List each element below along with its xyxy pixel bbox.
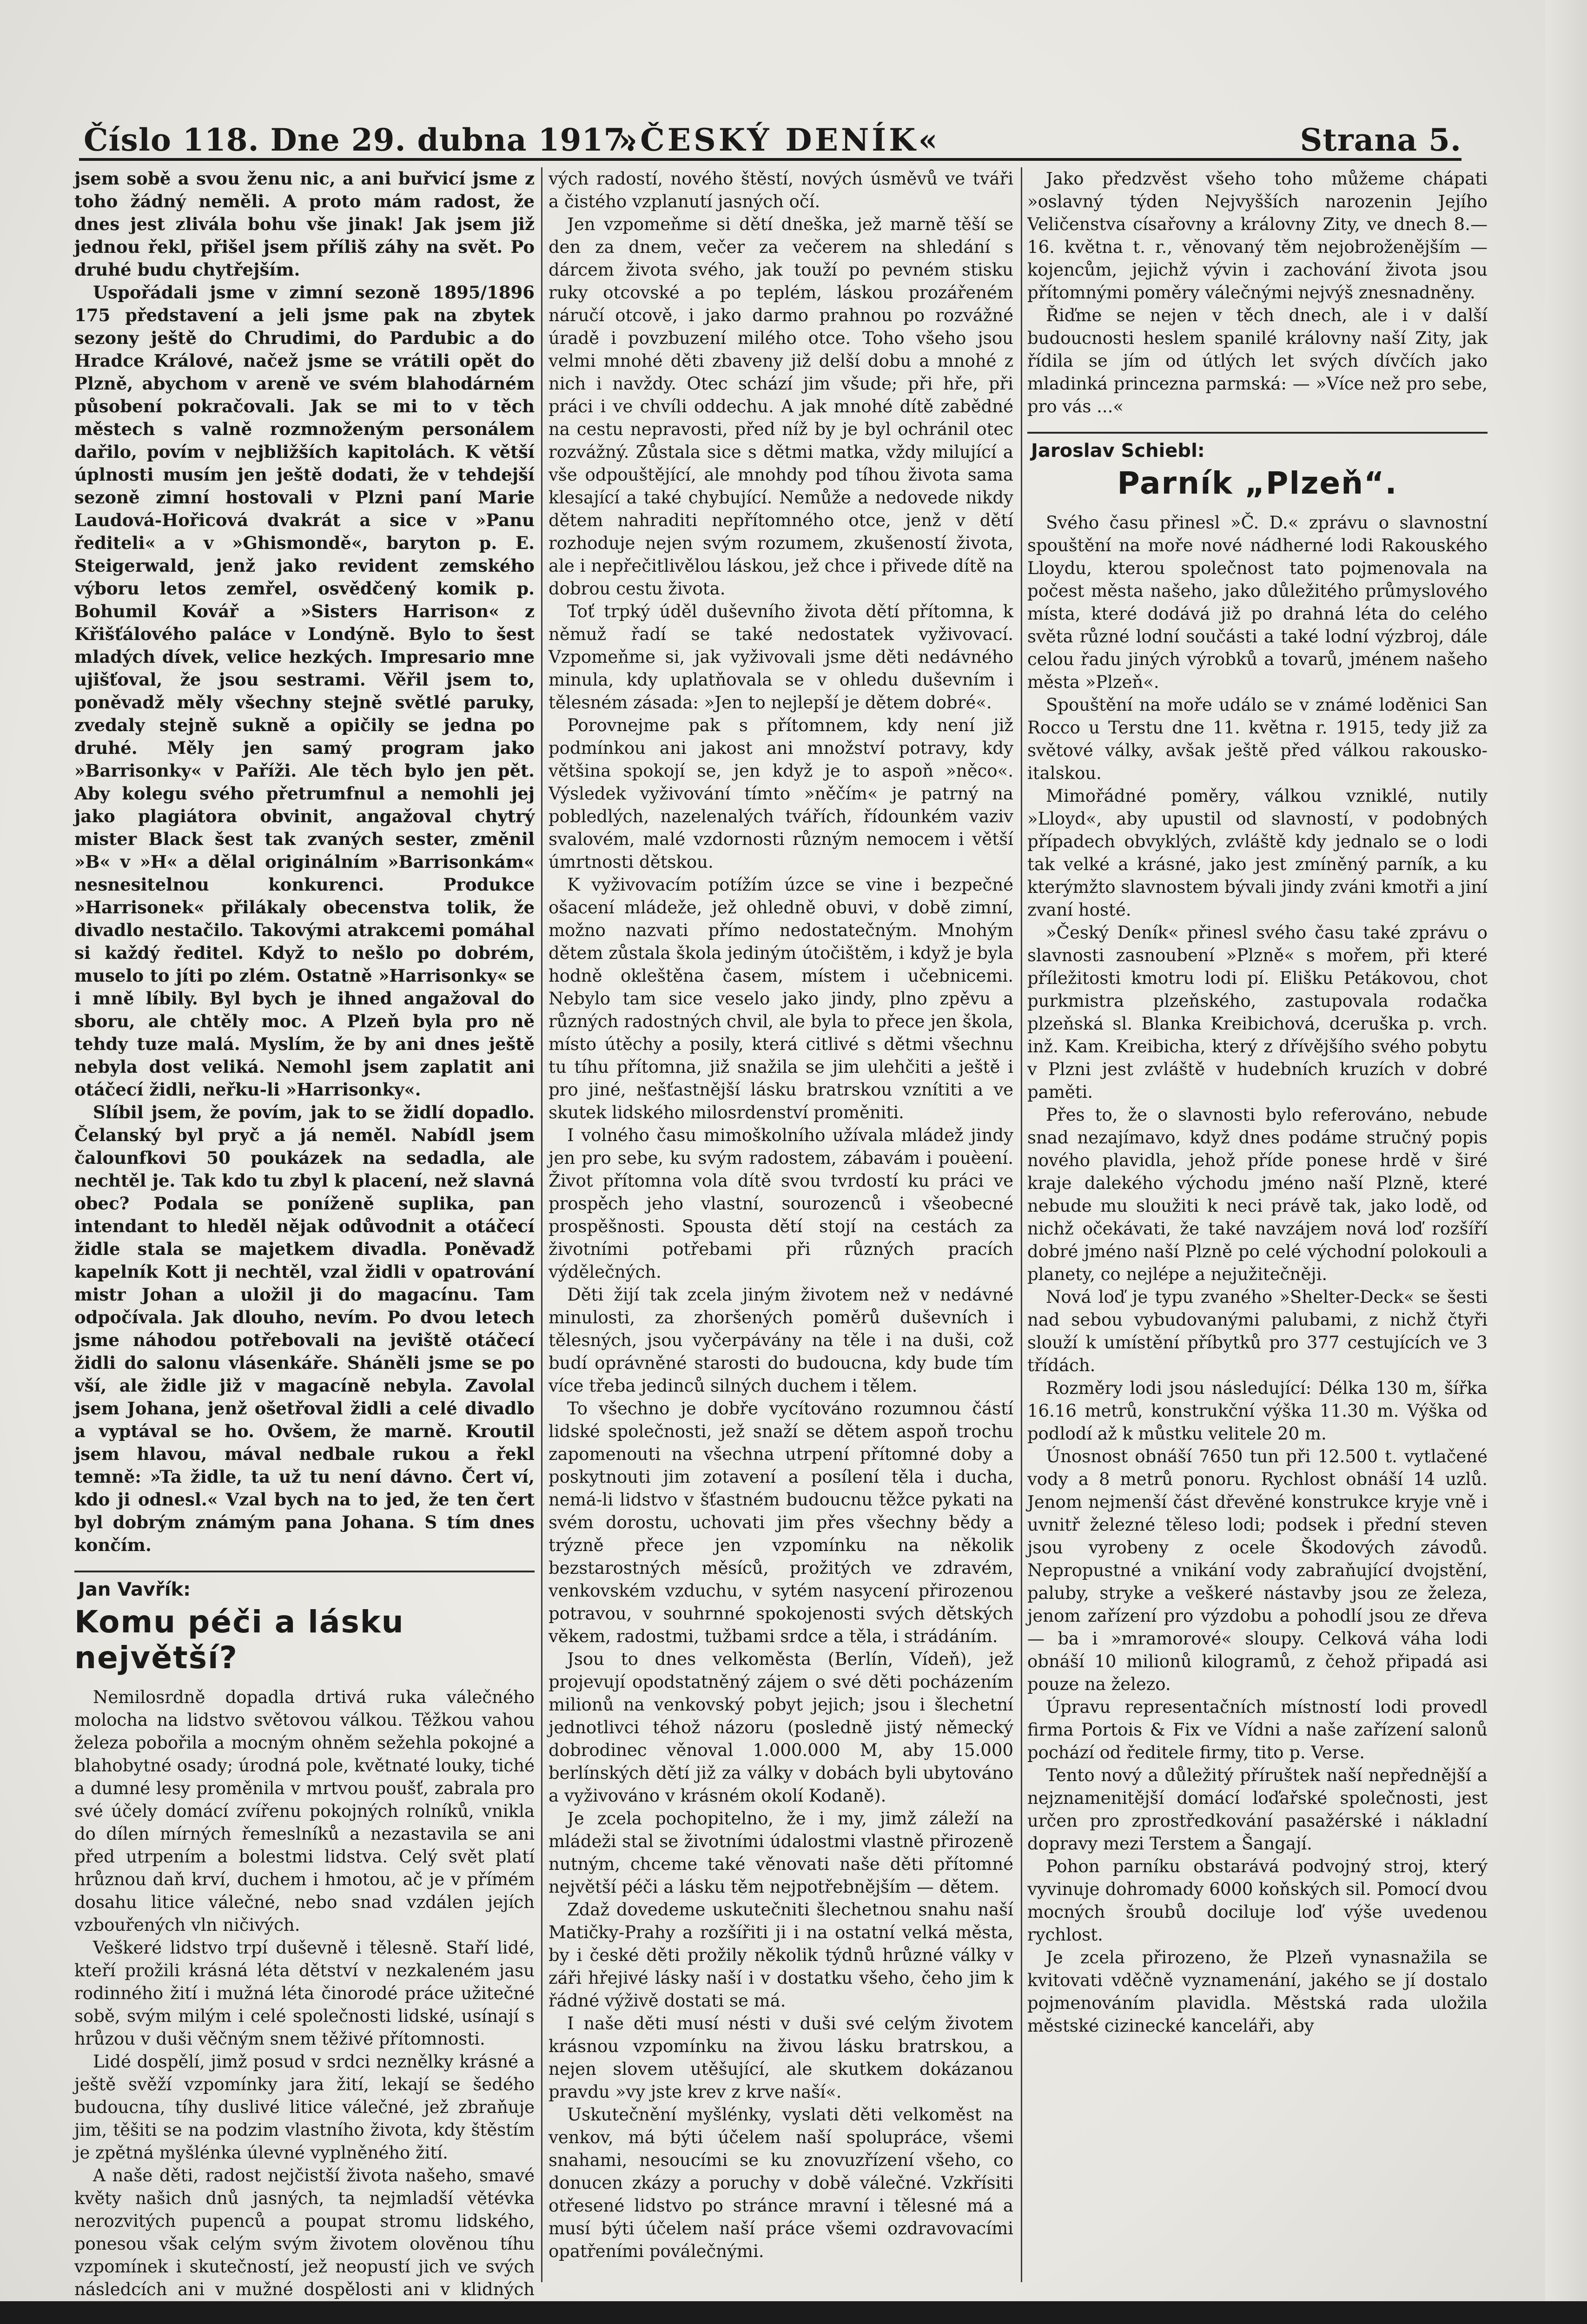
paragraph: Únosnost obnáší 7650 tun při 12.500 t. vytlačené vody a 8 metrů ponoru. Rychlost obnáší 14 uzlů. Jenom nejmenší část dřevěné konstrukce kryje vně i uvnitř železné těleso lodi; podsek i přední steven jsou vyrobeny z ocele Škodových závodů. Nepropustné a vnikání vody zabraňující dvojstění, paluby, stryke a veškeré nástavby jsou ze železa, jenom zařízení pro výzdobu a pohodlí jsou ze dřeva — ba i »mramorové« sloupy. Celková váha lodi obnáší 10 milionů kilogramů, z čehož připadá asi pouze na železo. (1027, 1446, 1488, 1694)
paragraph: K vyživovacím potížím úzce se vine i bezpečné ošacení mládeže, jež ohledně obuvi, v době zimní, možno nazvati přímo nedostatečným. Mnohým dětem zůstala škola jediným útočištěm, i když je byla hodně okleštěna časem, místem i učebnicemi. Nebylo tam sice veselo jako jindy, plno zpěvu a různých radostných chvil, ale byla to přece jen škola, místo útěchy a posily, která citlivé s dětmi všechnu tu tíhu přítomna, již snažila se jim ulehčiti a ještě i pro jiné, nešťastnější lásku bratrskou vznítiti a ve skutek lidského milosrdenství proměniti. (549, 875, 1013, 1122)
article-divider (1027, 432, 1488, 434)
column-2-text (549, 167, 1013, 2263)
paragraph: Lidé dospělí, jimž posud v srdci neznělky krásné a ještě svěží vzpomínky jara žití, lekají se šedého budoucna, tíhy duslivé litice válečné, jež zbraňuje jim, těšiti se na podzim vlastního života, kdy štěstím je zpětná myšlénka úlevné vyplněného žití. (74, 2052, 535, 2163)
paragraph: I volného času mimoškolního užívala mládež jindy jen pro sebe, ku svým radostem, zábavám i pouèení. Život přítomna vola dítě svou tvrdostí ku práci ve prospěch jeho vlastní, sourozenců i všeobecné prospěšnosti. Spousta dětí stojí na cestách za životními potřebami při různých pracích výdělečných. (549, 1125, 1013, 1282)
paragraph: »Český Deník« přinesl svého času také zprávu o slavnosti zasnoubení »Plzně« s mořem, při které příležitosti kmotru lodi pí. Elišku Petákovou, chot purkmistra plzeňského, zastupovala rodačka plzeňská sl. Blanka Kreibichová, dceruška p. vrch. inž. Kam. Kreibicha, který z dřívějšího svého pobytu v Plzni jest zvláště v hudebních kruzích v dobré paměti. (1027, 923, 1488, 1102)
paragraph: Je zcela přirozeno, že Plzeň vynasnažila se kvitovati vděčně vyznamenání, jakého se jí dostalo pojmenováním plavidla. Městská rada uložila městské cizinecké kanceláři, aby (1027, 1948, 1488, 2036)
scan-edge-bottom (0, 2301, 1587, 2324)
paragraph: Pohon parníku obstarává podvojný stroj, který vyvinuje dohromady 6000 koňských sil. Pomocí dvou mocných šroubů dociluje loď výše uvedenou rychlost. (1027, 1856, 1488, 1945)
column-rule-1 (541, 167, 542, 2282)
paragraph: Jsou to dnes velkoměsta (Berlín, Vídeň), jež projevují opodstatněný zájem o své děti pocházením milionů na venkovský pobyt jejich; jsou i šlechetní jednotlivci téhož názoru (posledně jistý německý dobrodinec věnoval 1.000.000 M, aby 15.000 berlínských dětí již za války v dobách byli ubytováno a vyživováno v krásném okolí Kodaně). (549, 1649, 1013, 1806)
article-author: Jan Vavřík: (78, 1579, 191, 1600)
column-1 (74, 167, 535, 2324)
paragraph: Jen vzpomeňme si dětí dneška, jež marně těší se den za dnem, večer za večerem na shledání s dárcem života svého, jak touží po pevném stisku ruky otcovské a po teplém, láskou prozářeném náručí otcově, i jako darmo prahnou po rozvážné úradě i povzbuzení milého otce. Toho všeho jsou velmi mnohé děti zbaveny již delší dobu a mnohé z nich i navždy. Otec schází jim všude; při hře, při práci i ve chvíli oddechu. A jak mnohé dítě zabědné na cestu nepravosti, před níž by je byl ochránil otec rozvážný. Zůstala sice s dětmi matka, vždy milující a vše odpouštějící, ale mnohdy pod tíhou života sama klesající a také chybující. Nemůže a nedovede nikdy dětem nahraditi nepřítomného otce, jenž v dětí rozhoduje nejen svým rozumem, zkušeností života, ale i nepřečitlivělou láskou, jež chce i přivede dítě na dobrou cestu života. (549, 214, 1013, 599)
scan-edge-right (1545, 0, 1587, 2324)
paragraph: Mimořádné poměry, válkou vzniklé, nutily »Lloyd«, aby upustil od slavností, v podobných případech obvyklých, zvláště kdy jednalo se o lodi tak velké a krásné, jako jest zmíněný parník, a ku kterýmžto slavnostem bývali jindy zváni kmotři a jiní zvaní hosté. (1027, 786, 1488, 920)
page-number: Strana 5. (1300, 122, 1461, 158)
paragraph: Tento nový a důležitý příruštek naší nepřednější a nejznamenitější domácí loďařské společnosti, jest určen pro zprostředkování pasažérské i nákladní dopravy mezi Terstem a Šangají. (1027, 1765, 1488, 1854)
masthead-title: »ČESKÝ DENÍK« (618, 122, 940, 158)
article-divider (74, 1571, 535, 1572)
paragraph: Porovnejme pak s přítomnem, kdy není již podmínkou ani jakost ani množství potravy, kdy většina spokojí se, jen když je to aspoň »něco«. Výsledek vyživování tímto »něčím« je patrný na pobledlých, nazelenalých tvářích, řídounkém vaziv svalovém, malé vzdornosti různým nemocem i větší úmrtnosti dětskou. (549, 715, 1013, 872)
article-headline: Komu péči a lásku největší? (74, 1604, 404, 1676)
paragraph: Děti žijí tak zcela jiným životem než v nedávné minulosti, za zhoršených poměrů duševních i tělesných, jsou vyčerpávány na těle i na duši, což budí oprávněné starosti do budoucna, kdy bude tím více třeba jedinců silných duchem i tělem. (549, 1285, 1013, 1396)
paragraph: Veškeré lidstvo trpí duševně i tělesně. Staří lidé, kteří prožili krásná léta dětství v nezkaleném jasu rodinného žití i mužná léta činorodé práce užitečné sobě, svým milým i celé společnosti lidské, usínají s hrůzou v duši věčným snem těživé přítomnosti. (74, 1938, 535, 2049)
header-rule (79, 158, 1461, 161)
paragraph: Uskutečnění myšlénky, vyslati děti velkoměst na venkov, má býti účelem naší spolupráce, všemi snahami, nesoucími se ku znovuzřízení všeho, co donucen zkázy a poruchy v době válečné. Vzkřísiti otřesené lidstvo po stránce mravní i tělesné má a musí býti účelem naší práce všemi ozdravovacími opatřeními poválečnými. (549, 2105, 1013, 2261)
column-1-text (74, 167, 535, 1557)
paragraph: jsem sobě a svou ženu nic, a ani buřvicí jsme z toho žádný neměli. A proto mám radost, že dnes jest zlivála bohu vše jinak! Jak jsem již jednou řekl, přišel jsem příliš záhy na svět. Po druhé budu chytřejším. (74, 168, 535, 280)
paragraph: Nemilosrdně dopadla drtivá ruka válečného molocha na lidstvo světovou válkou. Těžkou vahou železa pobořila a mocným ohněm sežehla pokojné a blahobytné osady; úrodná pole, květnaté louky, tiché a dumné lesy proměnila v mrtvou poušť, zabrala pro své účely domácí zvířenu pokojných rolníků, vnikla do dílen mírných řemeslníků a nezastavila se ani před utrpením a bolestmi lidstva. Celý svět platí hrůznou daň krví, duchem i hmotou, ač je v přímém dosahu litice válečné, nebo snad vzdálen jejích vzbouřených vln ničivých. (74, 1687, 535, 1935)
paragraph: Jako předzvěst všeho toho můžeme chápati »oslavný týden Nejvyšších narozenin Jejího Veličenstva císařovny a královny Zity, ve dnech 8.—16. května t. r., věnovaný těm nejobroženějším — kojencům, jejichž vývin i zachování života jsou přítomnými poměry válečnými nejvýš znesnadněny. (1027, 169, 1488, 303)
paragraph: To všechno je dobře vycítováno rozumnou částí lidské společnosti, jež snaží se dětem aspoň trochu zapomenouti na všechna utrpení přítomné doby a poskytnouti jim zotavení a posílení těla i ducha, nemá-li lidstvo v šťastném budoucnu těžce pykati na svém dorostu, uchovati jim přes všechny bědy a trýzně přece jen vzpomínku na několik bezstarostných měsíců, prožitých ve zdravém, venkovském vzduchu, v sytém nasycení přirozenou potravou, v souhrnné spokojenosti svých dětských věkem, radostmi, tužbami srdce a těla, i strádáním. (549, 1399, 1013, 1646)
paragraph: Spouštění na moře událo se v známé loděnici San Rocco u Terstu dne 11. května r. 1915, tedy již za světové války, avšak ještě před válkou rakousko-italskou. (1027, 695, 1488, 783)
paragraph: Uspořádali jsme v zimní sezoně 1895/1896 175 představení a jeli jsme pak na zbytek sezony ještě do Chrudimi, do Pardubic a do Hradce Králové, načež jsme se vrátili opět do Plzně, abychom v areně ve svém blahodárném působení pokračovali. Jak se mi to v těch městech s valně rozmnoženým personálem dařilo, povím v nejbližších kapitolách. K větší úplnosti musím jen ještě dodati, že v tehdejší sezoně zimní hostovali v Plzni paní Marie Laudová-Hořicová dvakrát a sice v »Panu řediteli« a v »Ghismondě«, baryton p. E. Steigerwald, jenž jako revident zemského výboru letos zemřel, osvědčený komik p. Bohumil Kovář a »Sisters Harrison« z Křišťálového paláce v Londýně. Bylo to šest mladých dívek, velice hezkých. Impresario mne ujišťoval, že jsou sestrami. Věřil jsem to, poněvadž měly všechny stejně světlé paruky, zvedaly stejně sukně a opičily se jedna po druhé. Měly jen samý program jako »Barrisonky« v Paříži. Ale těch bylo jen pět. Aby kolegu svého přetrumfnul a nemohli jej jako plagiátora obvinit, angažoval chytrý mister Black šest tak zvaných sester, změnil »B« v »H« a dělal originálním »Barrisonkám« nesnesitelnou konkurenci. Produkce »Harrisonek« přilákaly obecenstva tolik, že divadlo nestačilo. Takovými atrakcemi pomáhal si každý ředitel. Když to nešlo po dobrém, muselo to jíti po zlém. Ostatně »Harrisonky« se i mně líbily. Byl bych je ihned angažoval do sboru, ale chtěly moc. A Plzeň byla pro ně tehdy tuze malá. Myslím, že by ani dnes ještě nebyla dost veliká. Nemohl jsem zaplatit ani otáčecí židli, neřku-li »Harrisonky«. (74, 282, 535, 1100)
paragraph: Slíbil jsem, že povím, jak to se židlí dopadlo. Čelanský byl pryč a já neměl. Nabídl jsem čalounfkovi 50 poukázek na sedadla, ale nechtěl je. Tak kdo tu zbyl k placení, než slavná obec? Podala se poníženě suplika, pan intendant to hleděl nějak odůvodnit a otáčecí židle stala se majetkem divadla. Poněvadž kapelník Kott ji nechtěl, vzal židli v opatrování mistr Johan a uložil ji do magacínu. Tam odpočívala. Jak dlouho, nevím. Po dvou letech jsme náhodou potřebovali na jeviště otáčecí židli do salonu vlásenkáře. Sháněli jsme se po vší, ale židle již v magacíně nebyla. Zavolal jsem Johana, jenž ošetřoval židli a celé divadlo a vyptával se ho. Ovšem, že marně. Kroutil jsem hlavou, mával nedbale rukou a řekl temně: »Ta židle, ta už tu není dávno. Čert ví, kdo ji odnesl.« Vzal bych na to jed, že ten čert byl dobrým známým pana Johana. S tím dnes končím. (74, 1102, 535, 1555)
article-headline: Parník „Plzeň“. (1117, 465, 1398, 501)
column-3 (1027, 167, 1488, 2037)
column-3-text (1027, 167, 1488, 418)
page-header (70, 122, 1461, 164)
paragraph: Toť trpký úděl duševního života dětí přítomna, k němuž řadí se také nedostatek vyživovací. Vzpomeňme si, jak vyživovali jsme děti nedávného minula, kdy uplatňovala se v ohledu duševním i tělesném zásada: »Jen to nejlepší je dětem dobré«. (549, 601, 1013, 713)
paragraph: A naše děti, radost nejčistší života našeho, smavé květy našich dnů jasných, ta nejmladší větévka nerozvitých pupenců a poupat stromu lidského, ponesou však celým svým životem olověnou tíhu vzpomínek i skutečností, jež neopustí jich ve svých následcích ani v mužné dospělosti ani v klidných (74, 2166, 535, 2299)
paragraph: vých radostí, nového štěstí, nových úsměvů ve tváři a čistého vzplanutí jasných očí. (549, 169, 1013, 211)
paragraph: I naše děti musí nésti v duši své celým životem krásnou vzpomínku na živou lásku bratrskou, a nejen slovem utěšující, ale skutkem dokázanou pravdu »vy jste krev z krve naší«. (549, 2014, 1013, 2102)
paragraph: Rozměry lodi jsou následující: Délka 130 m, šířka 16.16 metrů, konstrukční výška 11.30 m. Výška od podlodí až k můstku velitele 20 m. (1027, 1378, 1488, 1444)
paragraph: Přes to, že o slavnosti bylo referováno, nebude snad nezajímavo, když dnes podáme stručný popis nového plavidla, jehož příde ponese hrdě v širé kraje dalekého východu jméno naší Plzně, které nebude mu sloužiti k neci právě tak, jako lodě, od nichž očekávati, že také navzájem nová loď rozšíří dobré jméno naší Plzně po celé východní polokouli a planety, co nejlépe a nejužitečněji. (1027, 1105, 1488, 1284)
paragraph: Nová loď je typu zvaného »Shelter-Deck« se šesti nad sebou vybudovanými palubami, z nichž čtyři slouží k umístění příbytků pro 377 cestujících ve 3 třídách. (1027, 1287, 1488, 1375)
paragraph: Zdaž dovedeme uskutečniti šlechetnou snahu naší Matičky-Prahy a rozšířiti ji i na ostatní velká města, by i české děti prožily několik týdnů hrůzné války v záři hřejivé lásky naší i v dostatku všeho, čeho jim k řádné výživě dostati se má. (549, 1900, 1013, 2011)
paragraph: Svého času přinesl »Č. D.« zprávu o slavnostní spouštění na moře nové nádherné lodi Rakouského Lloydu, kterou společnost tato pojmenovala na počest města našeho, jako důležitého průmyslového místa, které dodává již po drahná léta do celého světa různé lodní součásti a také lodní výzbroj, dále celou řadu jiných výrobků a tovarů, jménem našeho města »Plzeň«. (1027, 513, 1488, 692)
column-2 (549, 167, 1013, 2263)
paragraph: Řiďme se nejen v těch dnech, ale i v další budoucnosti heslem spanilé královny naší Zity, jak řídila se jím od útlých let svých dívčích jako mladinká princezna parmská: — »Více než pro sebe, pro vás ...« (1027, 305, 1488, 416)
article-body (1027, 511, 1488, 2037)
column-rule-2 (1021, 167, 1022, 2282)
article-body (74, 1686, 535, 2324)
paragraph: Úpravu representačních místností lodi provedl firma Portois & Fix ve Vídni a naše zařízení salonů pochází od ředitele firmy, tito p. Verse. (1027, 1697, 1488, 1763)
article-author: Jaroslav Schiebl: (1031, 440, 1205, 462)
paragraph: Je zcela pochopitelno, že i my, jimž záleží na mládeži stal se životními údalostmi vlastně přirozeně nutným, chceme také věnovati naše děti přítomné největší péči a lásku těm nejpotřebnějším — dětem. (549, 1809, 1013, 1897)
issue-date: Číslo 118. Dne 29. dubna 1917. (84, 122, 637, 158)
